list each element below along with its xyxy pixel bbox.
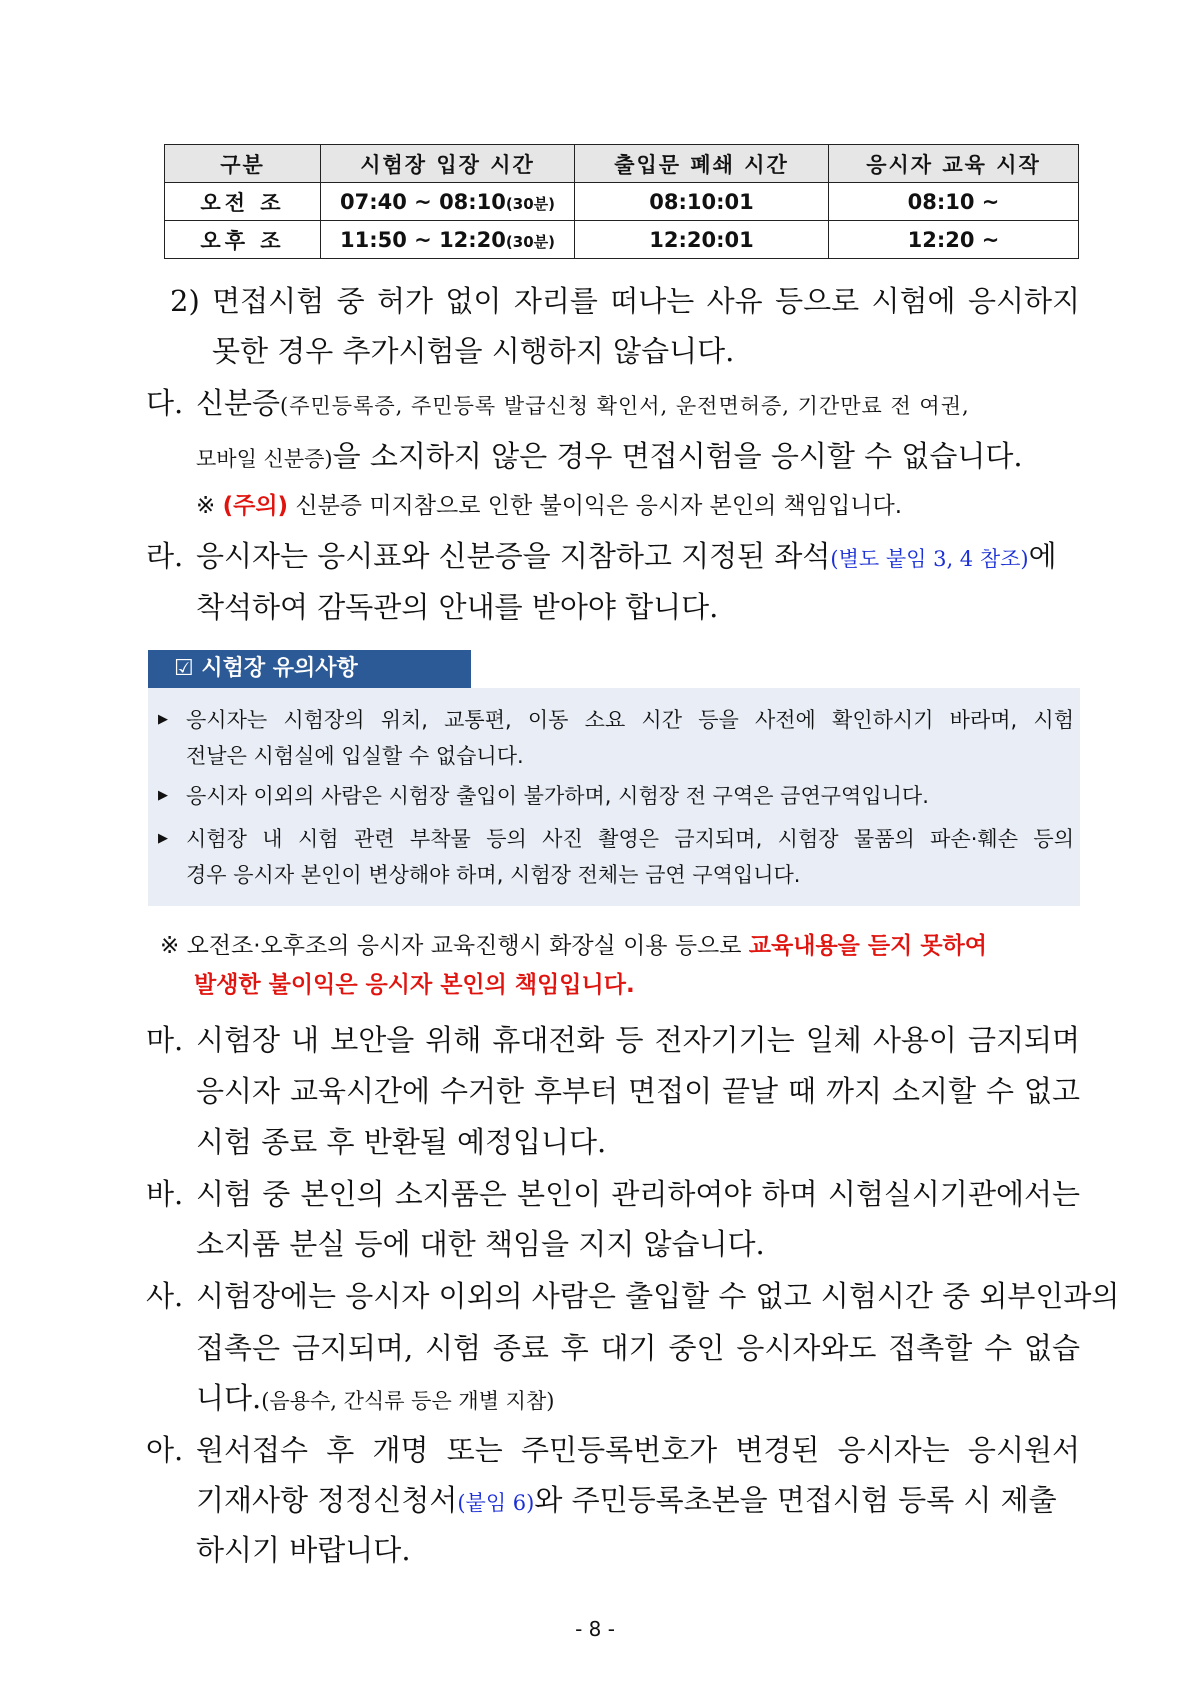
seat-reference: (별도 붙임 3, 4 참조)	[830, 547, 1029, 571]
group-cell: 오전 조	[165, 183, 321, 221]
entry-time-cell	[321, 221, 575, 259]
item-a-line-1: 원서접수 후 개명 또는 주민등록번호가 변경된 응시자는 응시원서	[196, 1433, 1080, 1467]
item-ma-line-3: 시험 종료 후 반환될 예정입니다.	[196, 1125, 607, 1159]
item-a-rest: 와 주민등록초본을 면접시험 등록 시 제출	[534, 1483, 1057, 1517]
table-row	[165, 221, 1079, 259]
bullet-icon: ▶	[158, 788, 168, 803]
item-a-line-3: 하시기 바랍니다.	[196, 1533, 411, 1567]
column-header: 구분	[165, 145, 321, 183]
item-ba-marker: 바.	[146, 1177, 184, 1211]
item-a-marker: 아.	[146, 1433, 184, 1467]
edu-start-cell: 08:10 ~	[829, 183, 1079, 221]
item-ra-line-1	[196, 538, 1057, 577]
column-header: 응시자 교육 시작	[829, 145, 1079, 183]
item-sa-marker: 사.	[146, 1279, 184, 1313]
item-sa-end: 니다.	[196, 1381, 262, 1415]
item-2-line-1: 2) 면접시험 중 허가 없이 자리를 떠나는 사유 등으로 시험에 응시하지	[170, 284, 1080, 318]
item-ma-line-1: 시험장 내 보안을 위해 휴대전화 등 전자기기는 일체 사용이 금지되며	[196, 1023, 1080, 1057]
warning-text: 오전조·오후조의 응시자 교육진행시 화장실 이용 등으로	[186, 933, 742, 959]
warning-red-text: 교육내용을 듣지 못하여	[748, 933, 987, 959]
entry-time-cell	[321, 183, 575, 221]
column-header: 출입문 폐쇄 시간	[575, 145, 829, 183]
id-card-note	[196, 488, 902, 524]
notice-item-1-line-2: 전날은 시험실에 입실할 수 없습니다.	[186, 744, 524, 768]
caution-label: (주의)	[222, 493, 289, 519]
item-ra-text: 응시자는 응시표와 신분증을 지참하고 지정된 좌석	[196, 539, 831, 573]
close-time-cell: 08:10:01	[575, 183, 829, 221]
item-sa-line-3	[196, 1380, 554, 1419]
item-ra-marker: 라.	[146, 539, 184, 573]
entry-time: 11:50 ~ 12:20	[340, 227, 506, 252]
bullet-icon: ▶	[158, 831, 168, 846]
item-ba-line-2: 소지품 분실 등에 대한 책임을 지지 않습니다.	[196, 1227, 765, 1261]
schedule-table	[164, 144, 1079, 259]
item-da-line-2	[196, 438, 1023, 477]
item-sa-line-1: 시험장에는 응시자 이외의 사람은 출입할 수 없고 시험시간 중 외부인과의	[196, 1279, 1120, 1313]
item-da-marker: 다.	[146, 386, 184, 420]
notice-item-3-line-2: 경우 응시자 본인이 변상해야 하며, 시험장 전체는 금연 구역입니다.	[186, 863, 801, 887]
notice-item-1-line-1: 응시자는 시험장의 위치, 교통편, 이동 소요 시간 등을 사전에 확인하시기 바라며, 시험	[186, 708, 1074, 732]
item-ra-end: 에	[1028, 539, 1057, 573]
attachment-reference: (붙임 6)	[457, 1491, 535, 1515]
notice-title: ☑ 시험장 유의사항	[148, 650, 471, 688]
entry-time: 07:40 ~ 08:10	[340, 189, 506, 214]
id-card-types-cont: 모바일 신분증)	[196, 447, 333, 471]
item-a-line-2	[196, 1482, 1080, 1521]
warning-line-1	[160, 931, 1080, 961]
item-da-text: 을 소지하지 않은 경우 면접시험을 응시할 수 없습니다.	[332, 439, 1023, 473]
close-time-cell: 12:20:01	[575, 221, 829, 259]
warning-line-2: 발생한 불이익은 응시자 본인의 책임입니다.	[194, 972, 635, 998]
page-number: - 8 -	[575, 1617, 615, 1641]
table-header-row	[165, 145, 1079, 183]
entry-duration: (30분)	[505, 232, 555, 251]
table-row	[165, 183, 1079, 221]
item-ma-line-2: 응시자 교육시간에 수거한 후부터 면접이 끝날 때 까지 소지할 수 없고	[196, 1074, 1080, 1108]
entry-duration: (30분)	[505, 194, 555, 213]
column-header: 시험장 입장 시간	[321, 145, 575, 183]
item-sa-note: (음용수, 간식류 등은 개별 지참)	[261, 1389, 555, 1413]
item-ra-line-2: 착석하여 감독관의 안내를 받아야 합니다.	[196, 590, 719, 624]
edu-start-cell: 12:20 ~	[829, 221, 1079, 259]
item-da-line-1	[196, 385, 1080, 424]
warning-symbol: ※	[160, 933, 180, 959]
note-text: 신분증 미지참으로 인한 불이익은 응시자 본인의 책임입니다.	[295, 493, 903, 519]
notice-item-3-line-1: 시험장 내 시험 관련 부착물 등의 사진 촬영은 금지되며, 시험장 물품의 파손·훼손 등의	[186, 827, 1074, 851]
item-2-line-2: 못한 경우 추가시험을 시행하지 않습니다.	[212, 334, 735, 368]
item-sa-line-2: 접촉은 금지되며, 시험 종료 후 대기 중인 응시자와도 접촉할 수 없습	[196, 1331, 1080, 1365]
group-cell: 오후 조	[165, 221, 321, 259]
notice-item-2-line-1: 응시자 이외의 사람은 시험장 출입이 불가하며, 시험장 전 구역은 금연구역입니다.	[186, 784, 929, 808]
note-symbol: ※	[196, 493, 216, 519]
item-ma-marker: 마.	[146, 1023, 184, 1057]
bullet-icon: ▶	[158, 712, 168, 727]
item-a-text: 기재사항 정정신청서	[196, 1483, 458, 1517]
id-card-label: 신분증	[196, 386, 281, 420]
id-card-types: (주민등록증, 주민등록 발급신청 확인서, 운전면허증, 기간만료 전 여권,	[280, 394, 970, 418]
item-ba-line-1: 시험 중 본인의 소지품은 본인이 관리하여야 하며 시험실시기관에서는	[196, 1177, 1080, 1211]
